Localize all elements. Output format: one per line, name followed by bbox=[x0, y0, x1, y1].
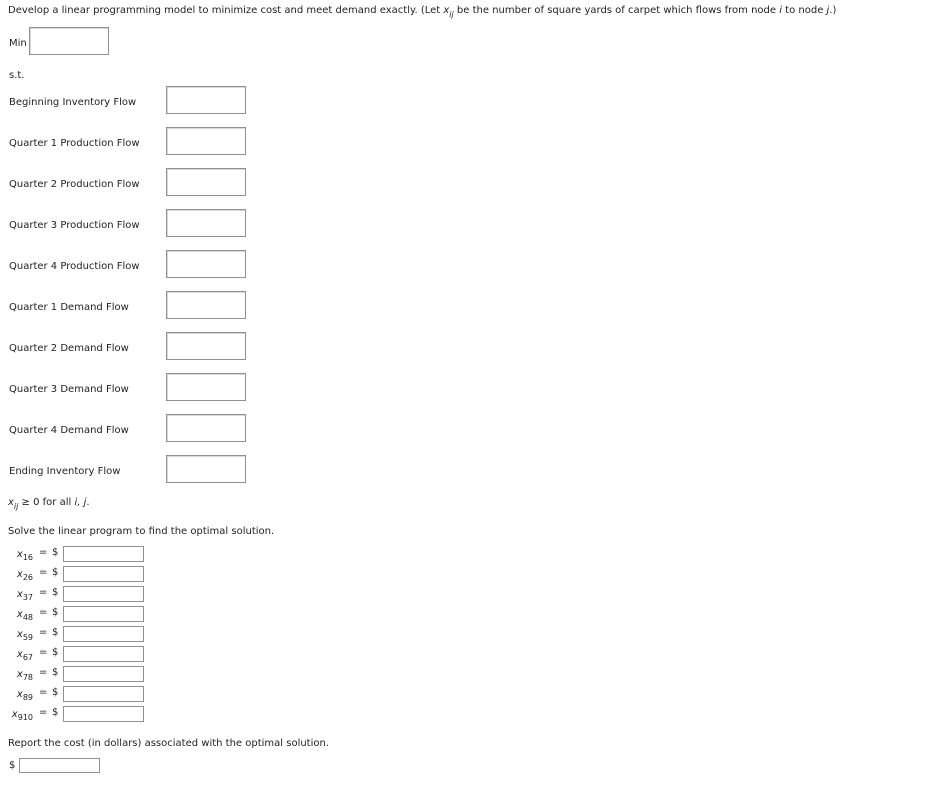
constraint-label: Quarter 2 Production Flow bbox=[9, 179, 140, 190]
constraint-input[interactable] bbox=[166, 250, 246, 278]
constraint-input[interactable] bbox=[166, 332, 246, 360]
dollar-sign: $ bbox=[52, 687, 59, 698]
solution-var-label bbox=[0, 689, 33, 700]
solution-var: x bbox=[16, 589, 23, 600]
report-instruction: Report the cost (in dollars) associated with the optimal solution. bbox=[8, 738, 330, 749]
solution-value-input[interactable] bbox=[63, 546, 144, 562]
equals-sign: = bbox=[39, 627, 48, 638]
optimal-cost-input[interactable] bbox=[19, 758, 100, 773]
solution-var-sub: 910 bbox=[17, 713, 33, 722]
problem-statement bbox=[8, 5, 837, 19]
constraint-label: Quarter 4 Production Flow bbox=[9, 261, 140, 272]
intro-text-4: .) bbox=[829, 5, 837, 16]
solution-var-label bbox=[0, 609, 33, 620]
equals-sign: = bbox=[39, 687, 48, 698]
constraint-input[interactable] bbox=[166, 291, 246, 319]
solution-var: x bbox=[16, 549, 23, 560]
solve-instruction: Solve the linear program to find the optimal solution. bbox=[8, 526, 275, 537]
solution-var-sub: 48 bbox=[22, 613, 33, 622]
nonneg-end: . bbox=[86, 497, 90, 508]
solution-row bbox=[0, 586, 300, 604]
equals-sign: = bbox=[39, 607, 48, 618]
solution-value-input[interactable] bbox=[63, 686, 144, 702]
dollar-sign: $ bbox=[52, 547, 59, 558]
solution-var-label bbox=[0, 669, 33, 680]
dollar-sign: $ bbox=[52, 607, 59, 618]
solution-var-sub: 78 bbox=[22, 673, 33, 682]
objective-input[interactable] bbox=[29, 27, 109, 55]
equals-sign: = bbox=[39, 707, 48, 718]
solution-value-input[interactable] bbox=[63, 646, 144, 662]
constraint-input[interactable] bbox=[166, 373, 246, 401]
constraint-label: Quarter 2 Demand Flow bbox=[9, 343, 129, 354]
dollar-sign: $ bbox=[52, 587, 59, 598]
equals-sign: = bbox=[39, 587, 48, 598]
constraint-input[interactable] bbox=[166, 86, 246, 114]
solution-var: x bbox=[16, 629, 23, 640]
intro-text-1: Develop a linear programming model to minimize cost and meet demand exactly. (Let bbox=[8, 5, 444, 16]
equals-sign: = bbox=[39, 647, 48, 658]
solution-value-input[interactable] bbox=[63, 566, 144, 582]
solution-row bbox=[0, 686, 300, 704]
solution-var: x bbox=[16, 609, 23, 620]
intro-text-2: be the number of square yards of carpet which flows from node bbox=[453, 5, 780, 16]
solution-value-input[interactable] bbox=[63, 626, 144, 642]
solution-row bbox=[0, 646, 300, 664]
intro-var-sub: ij bbox=[449, 10, 454, 19]
solution-row bbox=[0, 546, 300, 564]
constraint-input[interactable] bbox=[166, 455, 246, 483]
constraint-label: Quarter 3 Production Flow bbox=[9, 220, 140, 231]
constraint-label: Quarter 1 Production Flow bbox=[9, 138, 140, 149]
st-label: s.t. bbox=[9, 70, 25, 81]
dollar-sign: $ bbox=[52, 627, 59, 638]
solution-var-label bbox=[0, 569, 33, 580]
solution-var-sub: 67 bbox=[22, 653, 33, 662]
dollar-sign: $ bbox=[52, 647, 59, 658]
constraint-label: Beginning Inventory Flow bbox=[9, 97, 137, 108]
solution-var-sub: 37 bbox=[22, 593, 33, 602]
solution-var: x bbox=[16, 689, 23, 700]
constraint-label: Ending Inventory Flow bbox=[9, 466, 121, 477]
solution-row bbox=[0, 666, 300, 684]
solution-var: x bbox=[16, 649, 23, 660]
solution-row bbox=[0, 626, 300, 644]
solution-value-input[interactable] bbox=[63, 706, 144, 722]
solution-var-label bbox=[0, 649, 33, 660]
nonneg-vars: i, j bbox=[74, 497, 87, 508]
solution-var-label bbox=[0, 549, 33, 560]
equals-sign: = bbox=[39, 667, 48, 678]
intro-var: x bbox=[443, 5, 450, 16]
intro-j: j bbox=[826, 5, 830, 16]
constraint-label: Quarter 3 Demand Flow bbox=[9, 384, 129, 395]
constraint-input[interactable] bbox=[166, 209, 246, 237]
solution-var: x bbox=[11, 709, 18, 720]
nonnegativity-statement bbox=[8, 497, 90, 511]
nonneg-text: ≥ 0 for all bbox=[18, 497, 75, 508]
solution-var: x bbox=[16, 669, 23, 680]
intro-text-3: to node bbox=[782, 5, 827, 16]
constraint-input[interactable] bbox=[166, 168, 246, 196]
intro-i: i bbox=[779, 5, 782, 16]
nonneg-var: x bbox=[8, 497, 14, 508]
solution-value-input[interactable] bbox=[63, 606, 144, 622]
constraint-input[interactable] bbox=[166, 127, 246, 155]
nonneg-var-sub: ij bbox=[13, 502, 19, 511]
solution-var-sub: 89 bbox=[22, 693, 33, 702]
solution-var-sub: 59 bbox=[22, 633, 33, 642]
constraint-label: Quarter 4 Demand Flow bbox=[9, 425, 129, 436]
solution-row bbox=[0, 706, 300, 724]
min-label: Min bbox=[9, 38, 27, 49]
solution-row bbox=[0, 566, 300, 584]
solution-row bbox=[0, 606, 300, 624]
solution-var-sub: 16 bbox=[22, 553, 33, 562]
solution-var: x bbox=[16, 569, 23, 580]
constraint-input[interactable] bbox=[166, 414, 246, 442]
solution-value-input[interactable] bbox=[63, 666, 144, 682]
equals-sign: = bbox=[39, 567, 48, 578]
final-dollar-sign: $ bbox=[9, 760, 16, 771]
dollar-sign: $ bbox=[52, 707, 59, 718]
solution-var-sub: 26 bbox=[22, 573, 33, 582]
solution-var-label bbox=[0, 709, 33, 720]
solution-value-input[interactable] bbox=[63, 586, 144, 602]
dollar-sign: $ bbox=[52, 667, 59, 678]
solution-var-label bbox=[0, 629, 33, 640]
dollar-sign: $ bbox=[52, 567, 59, 578]
solution-var-label bbox=[0, 589, 33, 600]
equals-sign: = bbox=[39, 547, 48, 558]
constraint-label: Quarter 1 Demand Flow bbox=[9, 302, 129, 313]
